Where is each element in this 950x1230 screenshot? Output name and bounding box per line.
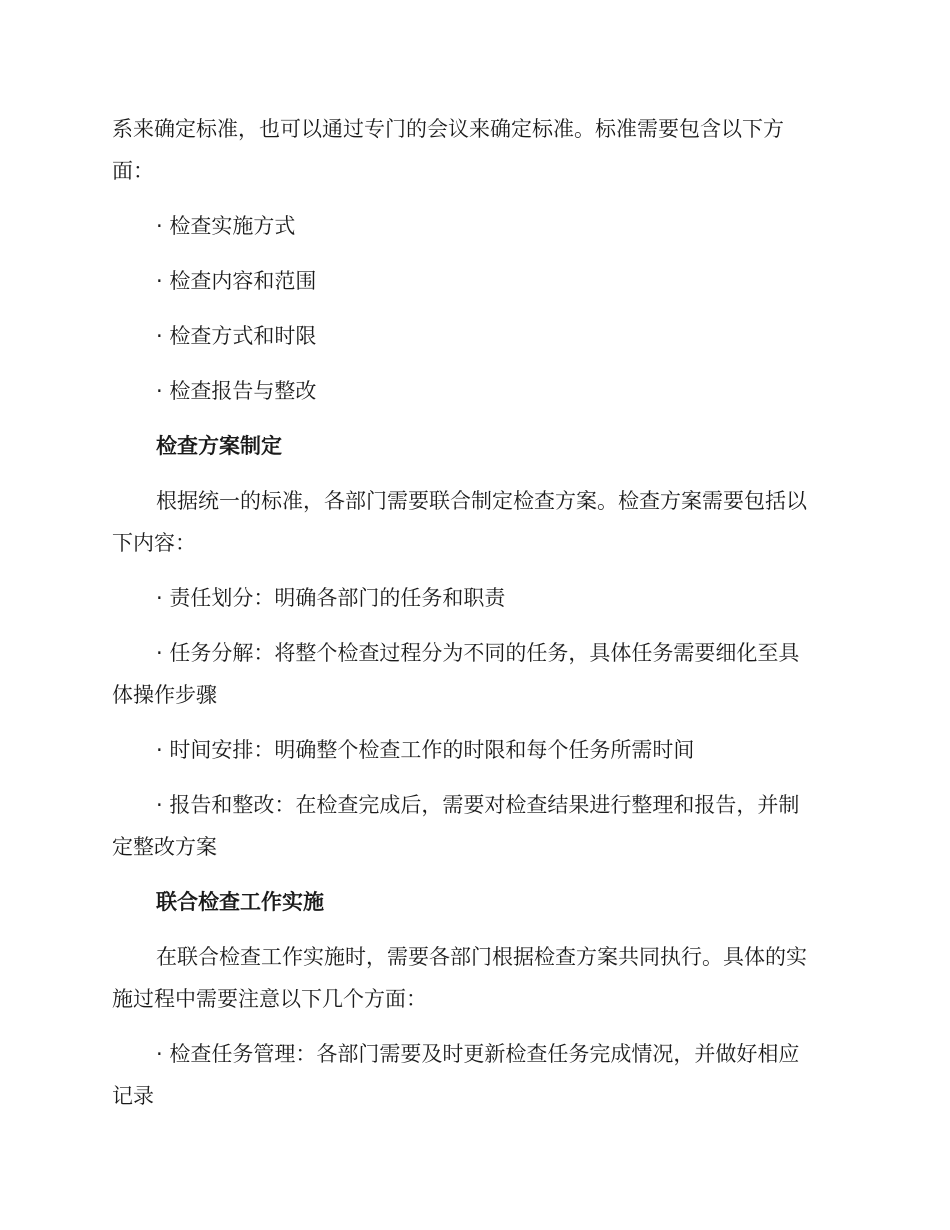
section1-list-item: · 责任划分：明确各部门的任务和职责 — [156, 586, 506, 610]
section2-paragraph-line-1: 在联合检查工作实施时，需要各部门根据检查方案共同执行。具体的实 — [156, 945, 807, 969]
standards-list-item: · 检查实施方式 — [156, 214, 296, 238]
intro-paragraph-line-1: 系来确定标准，也可以通过专门的会议来确定标准。标准需要包含以下方 — [112, 117, 784, 141]
section-heading: 检查方案制定 — [156, 434, 282, 458]
section1-paragraph-line-1: 根据统一的标准，各部门需要联合制定检查方案。检查方案需要包括以 — [156, 489, 807, 513]
section1-list-item-continuation: 定整改方案 — [112, 835, 217, 859]
standards-list-item: · 检查内容和范围 — [156, 269, 317, 293]
section1-list-item: · 时间安排：明确整个检查工作的时限和每个任务所需时间 — [156, 738, 695, 762]
section1-list-item: · 任务分解：将整个检查过程分为不同的任务，具体任务需要细化至具 — [156, 641, 800, 665]
section1-list-item-continuation: 体操作步骤 — [112, 683, 217, 707]
section1-list-item: · 报告和整改：在检查完成后，需要对检查结果进行整理和报告，并制 — [156, 793, 800, 817]
section2-list-item-continuation: 记录 — [112, 1084, 154, 1108]
section2-list-item: · 检查任务管理：各部门需要及时更新检查任务完成情况，并做好相应 — [156, 1042, 800, 1066]
document-page — [112, 108, 832, 1117]
standards-list-item: · 检查报告与整改 — [156, 379, 317, 403]
section-heading: 联合检查工作实施 — [156, 890, 324, 914]
section2-paragraph-line-2: 施过程中需要注意以下几个方面： — [112, 987, 427, 1011]
intro-paragraph-line-2: 面： — [112, 159, 154, 183]
standards-list-item: · 检查方式和时限 — [156, 324, 317, 348]
section1-paragraph-line-2: 下内容： — [112, 531, 196, 555]
